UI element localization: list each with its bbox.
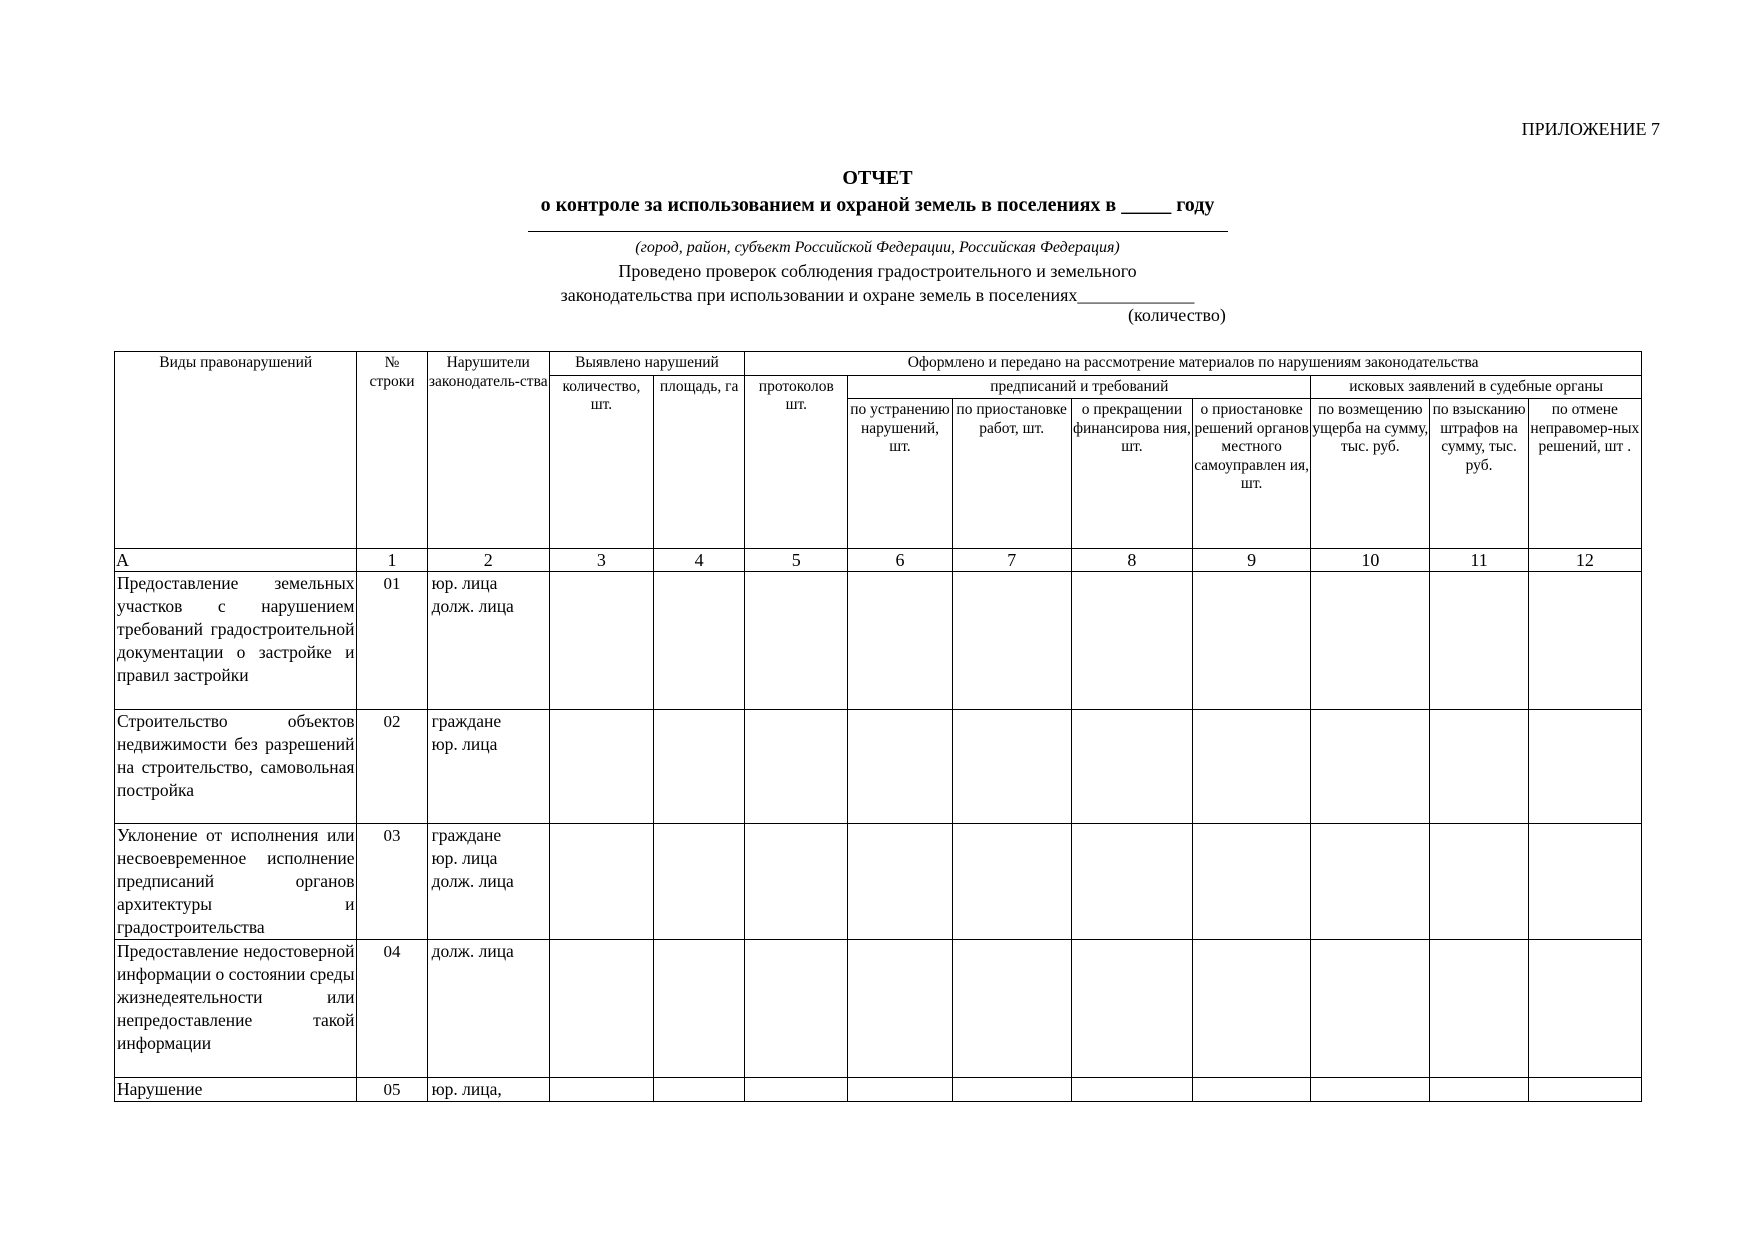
header-detected: Выявлено нарушений bbox=[549, 352, 744, 376]
header-col-10: по возмещению ущерба на сумму, тыс. руб. bbox=[1311, 399, 1430, 549]
data-cell[interactable] bbox=[848, 1078, 952, 1102]
data-cell[interactable] bbox=[952, 572, 1071, 710]
table-row bbox=[115, 710, 1642, 824]
table-row bbox=[115, 572, 1642, 710]
violator: юр. лица, bbox=[431, 1079, 502, 1099]
data-cell[interactable] bbox=[848, 824, 952, 940]
data-cell[interactable] bbox=[745, 1078, 848, 1102]
data-cell[interactable] bbox=[1193, 824, 1311, 940]
header-col-7: по приостановке работ, шт. bbox=[952, 399, 1071, 549]
data-cell[interactable] bbox=[1193, 940, 1311, 1078]
data-cell[interactable] bbox=[745, 940, 848, 1078]
header-line-no-word: строки bbox=[369, 372, 415, 390]
data-cell[interactable] bbox=[654, 1078, 745, 1102]
column-number: 2 bbox=[427, 549, 549, 572]
header-area: площадь, га bbox=[654, 375, 745, 549]
violators bbox=[427, 710, 549, 824]
table-row bbox=[115, 1078, 1642, 1102]
data-cell[interactable] bbox=[1430, 710, 1528, 824]
data-cell[interactable] bbox=[1430, 572, 1528, 710]
header-col-9: о приостановке решений органов местного самоуправлен ия, шт. bbox=[1193, 399, 1311, 549]
column-number: А bbox=[115, 549, 357, 572]
line-number: 01 bbox=[357, 572, 427, 710]
data-cell[interactable] bbox=[654, 940, 745, 1078]
data-cell[interactable] bbox=[1311, 710, 1430, 824]
data-cell[interactable] bbox=[1071, 824, 1192, 940]
data-cell[interactable] bbox=[549, 824, 653, 940]
violators bbox=[427, 940, 549, 1078]
data-cell[interactable] bbox=[654, 710, 745, 824]
checks-line-2: законодательства при использовании и охране земель в поселениях_____________ bbox=[560, 285, 1195, 305]
column-number: 3 bbox=[549, 549, 653, 572]
column-number: 9 bbox=[1193, 549, 1311, 572]
data-cell[interactable] bbox=[1311, 572, 1430, 710]
quantity-hint: (количество) bbox=[1128, 305, 1226, 325]
violator: граждане bbox=[431, 825, 502, 845]
data-cell[interactable] bbox=[1071, 572, 1192, 710]
header-processed: Оформлено и передано на рассмотрение материалов по нарушениям законодательства bbox=[745, 352, 1642, 376]
violation-type: Предоставление недостоверной информации о состоянии среды жизнедеятельности или непредоставление такой информации bbox=[115, 940, 357, 1078]
violator: граждане bbox=[431, 711, 502, 731]
data-cell[interactable] bbox=[654, 824, 745, 940]
data-cell[interactable] bbox=[549, 1078, 653, 1102]
data-cell[interactable] bbox=[1311, 1078, 1430, 1102]
report-title: ОТЧЕТ bbox=[842, 167, 913, 189]
place-hint: (город, район, субъект Российской Федерации, Российская Федерация) bbox=[635, 239, 1120, 256]
data-cell[interactable] bbox=[1528, 710, 1641, 824]
violator: юр. лица bbox=[431, 734, 498, 754]
column-number: 10 bbox=[1311, 549, 1430, 572]
data-cell[interactable] bbox=[952, 1078, 1071, 1102]
line-number: 04 bbox=[357, 940, 427, 1078]
data-cell[interactable] bbox=[952, 940, 1071, 1078]
header-violators: Нарушители законодатель-ства bbox=[427, 352, 549, 549]
column-number: 4 bbox=[654, 549, 745, 572]
column-number: 1 bbox=[357, 549, 427, 572]
data-cell[interactable] bbox=[848, 940, 952, 1078]
line-number: 02 bbox=[357, 710, 427, 824]
data-cell[interactable] bbox=[1528, 824, 1641, 940]
data-cell[interactable] bbox=[1071, 1078, 1192, 1102]
report-header bbox=[0, 165, 1755, 307]
data-cell[interactable] bbox=[1071, 940, 1192, 1078]
data-cell[interactable] bbox=[1071, 710, 1192, 824]
column-number: 5 bbox=[745, 549, 848, 572]
data-cell[interactable] bbox=[1193, 1078, 1311, 1102]
data-cell[interactable] bbox=[549, 710, 653, 824]
checks-line-1: Проведено проверок соблюдения градостроительного и земельного bbox=[618, 261, 1137, 281]
header-protocols: протоколов шт. bbox=[745, 375, 848, 549]
header-line-no bbox=[357, 352, 427, 549]
violator: долж. лица bbox=[431, 871, 514, 891]
report-table bbox=[114, 351, 1642, 1102]
line-number: 03 bbox=[357, 824, 427, 940]
violators bbox=[427, 824, 549, 940]
header-orders: предписаний и требований bbox=[848, 375, 1311, 399]
data-cell[interactable] bbox=[549, 940, 653, 1078]
header-col-11: по взысканию штрафов на сумму, тыс. руб. bbox=[1430, 399, 1528, 549]
column-number: 6 bbox=[848, 549, 952, 572]
header-col-6: по устранению нарушений, шт. bbox=[848, 399, 952, 549]
data-cell[interactable] bbox=[745, 572, 848, 710]
data-cell[interactable] bbox=[1193, 710, 1311, 824]
table-row bbox=[115, 824, 1642, 940]
data-cell[interactable] bbox=[654, 572, 745, 710]
violator: юр. лица bbox=[431, 848, 498, 868]
column-number-row bbox=[115, 549, 1642, 572]
column-number: 7 bbox=[952, 549, 1071, 572]
header-count: количество, шт. bbox=[549, 375, 653, 549]
data-cell[interactable] bbox=[549, 572, 653, 710]
appendix-label: ПРИЛОЖЕНИЕ 7 bbox=[1521, 119, 1660, 139]
violators bbox=[427, 572, 549, 710]
header-line-no-symbol: № bbox=[384, 354, 400, 371]
data-cell[interactable] bbox=[1528, 572, 1641, 710]
violators bbox=[427, 1078, 549, 1102]
data-cell[interactable] bbox=[1311, 824, 1430, 940]
table-row bbox=[115, 940, 1642, 1078]
header-types: Виды правонарушений bbox=[115, 352, 357, 549]
report-subtitle: о контроле за использованием и охраной земель в поселениях в _____ году bbox=[540, 194, 1215, 216]
violation-type: Строительство объектов недвижимости без разрешений на строительство, самовольная постройка bbox=[115, 710, 357, 824]
violator: долж. лица bbox=[431, 596, 514, 616]
header-col-8: о прекращении финансирова ния, шт. bbox=[1071, 399, 1192, 549]
column-number: 8 bbox=[1071, 549, 1192, 572]
violator: долж. лица bbox=[431, 941, 514, 961]
header-col-12: по отмене неправомер-ных решений, шт . bbox=[1528, 399, 1641, 549]
data-cell[interactable] bbox=[1430, 1078, 1528, 1102]
column-number: 12 bbox=[1528, 549, 1641, 572]
header-lawsuits: исковых заявлений в судебные органы bbox=[1311, 375, 1642, 399]
data-cell[interactable] bbox=[1430, 824, 1528, 940]
data-cell[interactable] bbox=[848, 572, 952, 710]
data-cell[interactable] bbox=[745, 824, 848, 940]
data-cell[interactable] bbox=[1311, 940, 1430, 1078]
data-cell[interactable] bbox=[1430, 940, 1528, 1078]
violation-type: Уклонение от исполнения или несвоевременное исполнение предписаний органов архитектуры и градостроительства bbox=[115, 824, 357, 940]
line-number: 05 bbox=[357, 1078, 427, 1102]
data-cell[interactable] bbox=[952, 710, 1071, 824]
column-number: 11 bbox=[1430, 549, 1528, 572]
data-cell[interactable] bbox=[1193, 572, 1311, 710]
violator: юр. лица bbox=[431, 573, 498, 593]
data-cell[interactable] bbox=[745, 710, 848, 824]
place-underline bbox=[0, 219, 1755, 237]
data-cell[interactable] bbox=[1528, 940, 1641, 1078]
violation-type: Предоставление земельных участков с нарушением требований градостроительной документации о застройке и правил застройки bbox=[115, 572, 357, 710]
data-cell[interactable] bbox=[1528, 1078, 1641, 1102]
violation-type: Нарушение bbox=[115, 1078, 357, 1102]
data-cell[interactable] bbox=[848, 710, 952, 824]
data-cell[interactable] bbox=[952, 824, 1071, 940]
